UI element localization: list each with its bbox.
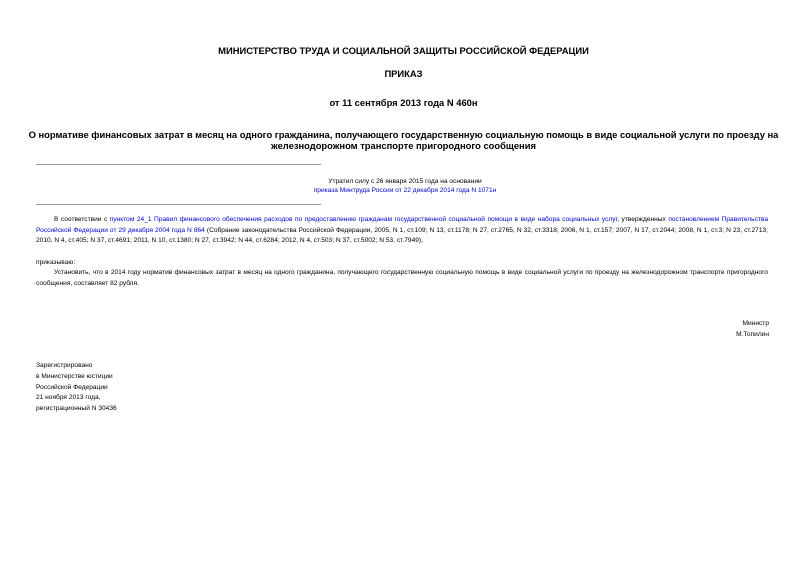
repeal-order-link[interactable]: приказа Минтруда России от 22 декабря 2014 года N 1071н: [313, 187, 497, 194]
order-paragraph: Установить, что в 2014 году норматив финансовых затрат в месяц на одного гражданина, получающего государственную социальную помощь в виде социальной услуги по проезду на железнодорожном транспорте пригородного сообщения, составляет 82 рубля.: [36, 269, 768, 287]
divider-bottom: [36, 204, 321, 205]
divider-top: [36, 164, 321, 165]
order-word: приказываю:: [36, 259, 76, 266]
document-title: О нормативе финансовых затрат в месяц на одного гражданина, получающего государственную социальную помощь в виде социальной услуги по проезду на железнодорожном транспорте пригородного сообщения: [28, 129, 779, 151]
signatory-name: М.Топилин: [736, 331, 769, 338]
document-type-heading: ПРИКАЗ: [384, 68, 423, 79]
rules-paragraph-link[interactable]: пунктом 24_1 Правил финансового обеспечения расходов по предоставлению гражданам государственной социальной помощи в виде набора социальных услуг: [109, 216, 618, 223]
preamble-intro: В соответствии с: [54, 216, 110, 223]
preamble-tail: (Собрание законодательства Российской Федерации, 2005, N 1, ст.109; N 13, ст.1178; N 27, ст.2765, N 32, ст.3318; 2006, N 1, ст.157; 2007, N 17, ст.2044; 2008, N 1, ст.3; N 23, ст.2713; 2010, N 4, ст.405; N 37, ст.4691; 2011, N 10, ст.1380; N 27, ст.3942; N 44, ст.6284; 2012, N 4, ст.503; N 37, ст.5002; N 53, ст.7949),: [36, 226, 768, 244]
status-note-text: Утратил силу с 26 января 2015 года на основании: [328, 178, 482, 185]
signatory-position: Министр: [742, 320, 769, 327]
registration-line-2: в Министерстве юстиции: [36, 373, 113, 380]
registration-number: регистрационный N 30436: [36, 405, 117, 412]
government-decree-link[interactable]: постановлением Правительства Российской Федерации от 29 декабря 2004 года N 864: [36, 216, 769, 234]
registration-date: 21 ноября 2013 года,: [36, 394, 101, 401]
document-date-number: от 11 сентября 2013 года N 460н: [329, 97, 478, 108]
status-note-link-line: [160, 186, 650, 196]
registration-line-3: Российской Федерации: [36, 384, 108, 391]
preamble-mid: , утвержденных: [617, 216, 669, 223]
preamble-paragraph: [36, 215, 768, 247]
registration-line-1: Зарегистрировано: [36, 362, 93, 369]
ministry-heading: МИНИСТЕРСТВО ТРУДА И СОЦИАЛЬНОЙ ЗАЩИТЫ РОССИЙСКОЙ ФЕДЕРАЦИИ: [218, 45, 589, 56]
